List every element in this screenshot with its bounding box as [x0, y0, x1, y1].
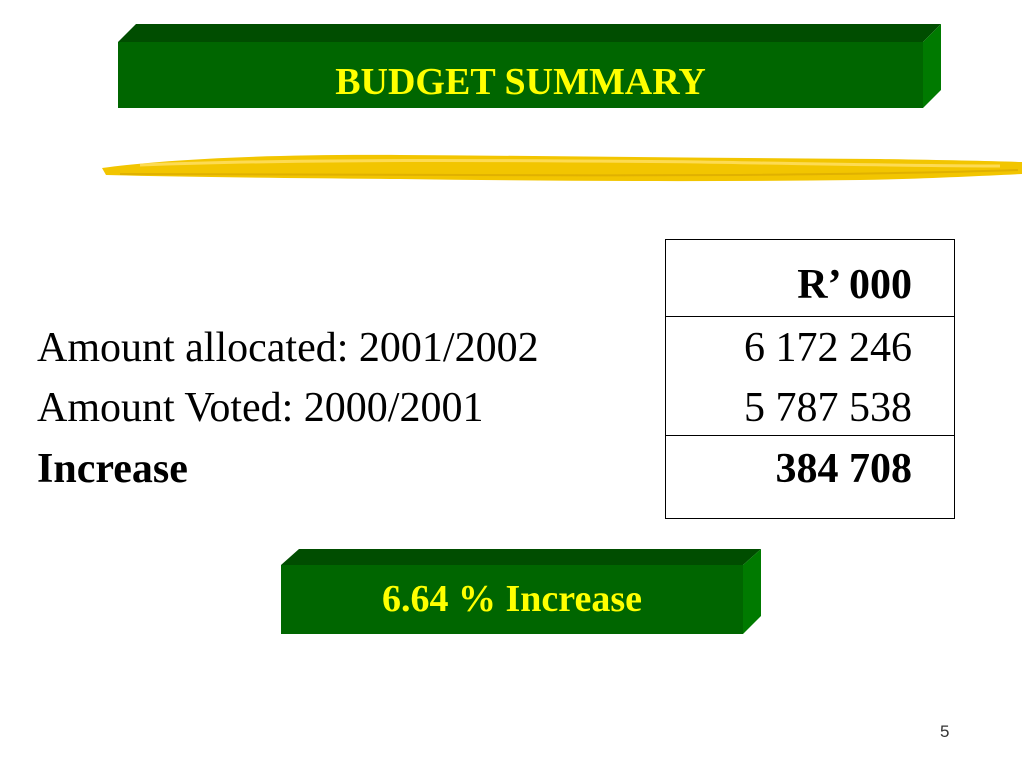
increase-banner-top — [281, 549, 761, 565]
increase-summary: 6.64 % Increase — [382, 578, 642, 620]
row-value-allocated: 6 172 246 — [744, 325, 912, 371]
unit-header: R’ 000 — [797, 262, 912, 308]
page-title: BUDGET SUMMARY — [335, 61, 706, 103]
highlight-stroke — [100, 148, 1024, 188]
row-label-increase: Increase — [37, 446, 188, 492]
row-value-increase: 384 708 — [775, 446, 912, 492]
total-divider — [665, 435, 955, 436]
page-number: 5 — [940, 722, 950, 741]
row-label-allocated: Amount allocated: 2001/2002 — [37, 325, 539, 371]
row-label-voted: Amount Voted: 2000/2001 — [37, 385, 484, 431]
title-banner-top — [118, 24, 941, 42]
title-banner — [118, 24, 941, 108]
increase-banner — [281, 549, 761, 634]
row-value-voted: 5 787 538 — [744, 385, 912, 431]
header-divider — [665, 316, 955, 317]
